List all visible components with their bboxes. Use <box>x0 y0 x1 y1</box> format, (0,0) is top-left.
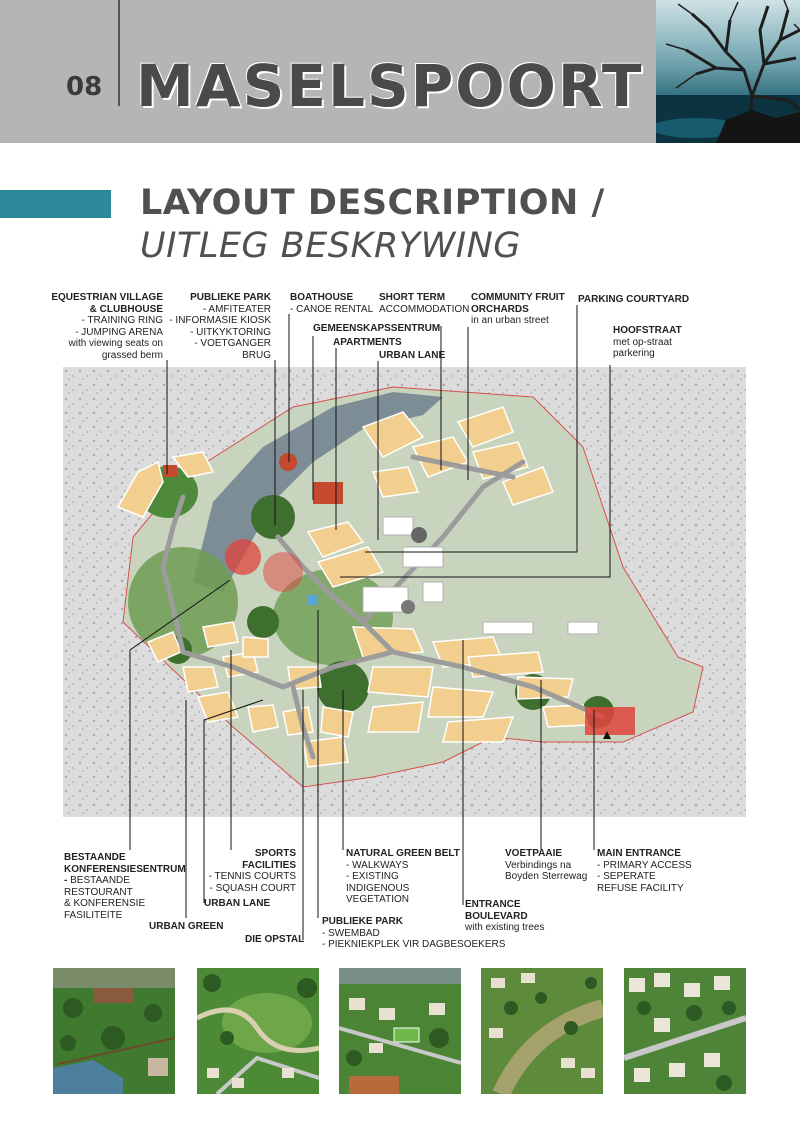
green-belt-9 <box>247 606 279 638</box>
label-publieke-park-bottom: PUBLIEKE PARK - SWEMBAD - PIEKNIEKPLEK VIR DAGBESOEKERS <box>322 916 506 950</box>
label-main-entrance: MAIN ENTRANCE - PRIMARY ACCESS - SEPERATE REFUSE FACILITY <box>597 848 692 894</box>
page-number: 08 <box>66 72 103 102</box>
site-layout-map <box>63 367 746 817</box>
label-die-opstal: DIE OPSTAL <box>245 934 305 945</box>
header-title: MASELSPOORT <box>136 52 644 120</box>
label-sports-facilities: SPORTS FACILITIES - TENNIS COURTS - SQUASH COURT <box>208 848 296 894</box>
rendering-thumbnails <box>0 968 800 1094</box>
label-voetpaaie: VOETPAAIE Verbindings na Boyden Sterrewag <box>505 848 588 882</box>
label-gemeenskapssentrum: GEMEENSKAPSSENTRUM <box>313 323 441 334</box>
reservoir-icon-2 <box>401 600 415 614</box>
label-short-term: SHORT TERM ACCOMMODATION <box>379 292 470 315</box>
label-bestaande-konferensiesentrum: BESTAANDE KONFERENSIESENTRUM - BESTAANDE RESTOURANT & KONFERENSIE FASILITEITE <box>64 852 186 921</box>
label-publieke-park-top: PUBLIEKE PARK - AMFITEATER - INFORMASIE KIOSK - UITKYKTORING - VOETGANGER BRUG <box>169 292 271 361</box>
label-apartments: APARTMENTS <box>333 337 402 348</box>
site-plan-drawing <box>63 367 746 817</box>
label-urban-lane-top: URBAN LANE <box>379 350 446 361</box>
label-community-fruit-orchards: COMMUNITY FRUIT ORCHARDS in an urban street <box>471 292 565 326</box>
label-natural-green-belt: NATURAL GREEN BELT - WALKWAYS - EXISTING INDIGENOUS VEGETATION <box>346 848 460 905</box>
green-belt-4 <box>251 495 295 539</box>
header-divider <box>118 0 120 106</box>
label-entrance-boulevard: ENTRANCE BOULEVARD with existing trees <box>465 899 545 933</box>
label-parking-courtyard: PARKING COURTYARD <box>578 294 690 305</box>
rendering-public-park <box>197 968 319 1094</box>
reservoir-icon <box>411 527 427 543</box>
rendering-boathouse <box>53 968 175 1094</box>
section-title: LAYOUT DESCRIPTION / <box>140 183 605 223</box>
label-boathouse: BOATHOUSE - CANOE RENTAL <box>290 292 374 315</box>
rendering-green-belt <box>481 968 603 1094</box>
rendering-residential <box>624 968 746 1094</box>
section-subtitle: UITLEG BESKRYWING <box>140 226 521 266</box>
header-tree-photo <box>656 0 800 143</box>
accent-bar <box>0 190 111 218</box>
rendering-sports-facilities <box>339 968 461 1094</box>
label-hoofstraat: HOOFSTRAAT met op-straat parkering <box>613 325 682 359</box>
tree-silhouette-icon <box>656 0 800 143</box>
label-equestrian-village: EQUESTRIAN VILLAGE & CLUBHOUSE - TRAINING RING - JUMPING ARENA with viewing seats on grassed berm <box>51 292 163 361</box>
page-header <box>0 0 800 143</box>
label-urban-lane-bottom: URBAN LANE <box>204 898 271 909</box>
label-urban-green: URBAN GREEN <box>149 921 224 932</box>
